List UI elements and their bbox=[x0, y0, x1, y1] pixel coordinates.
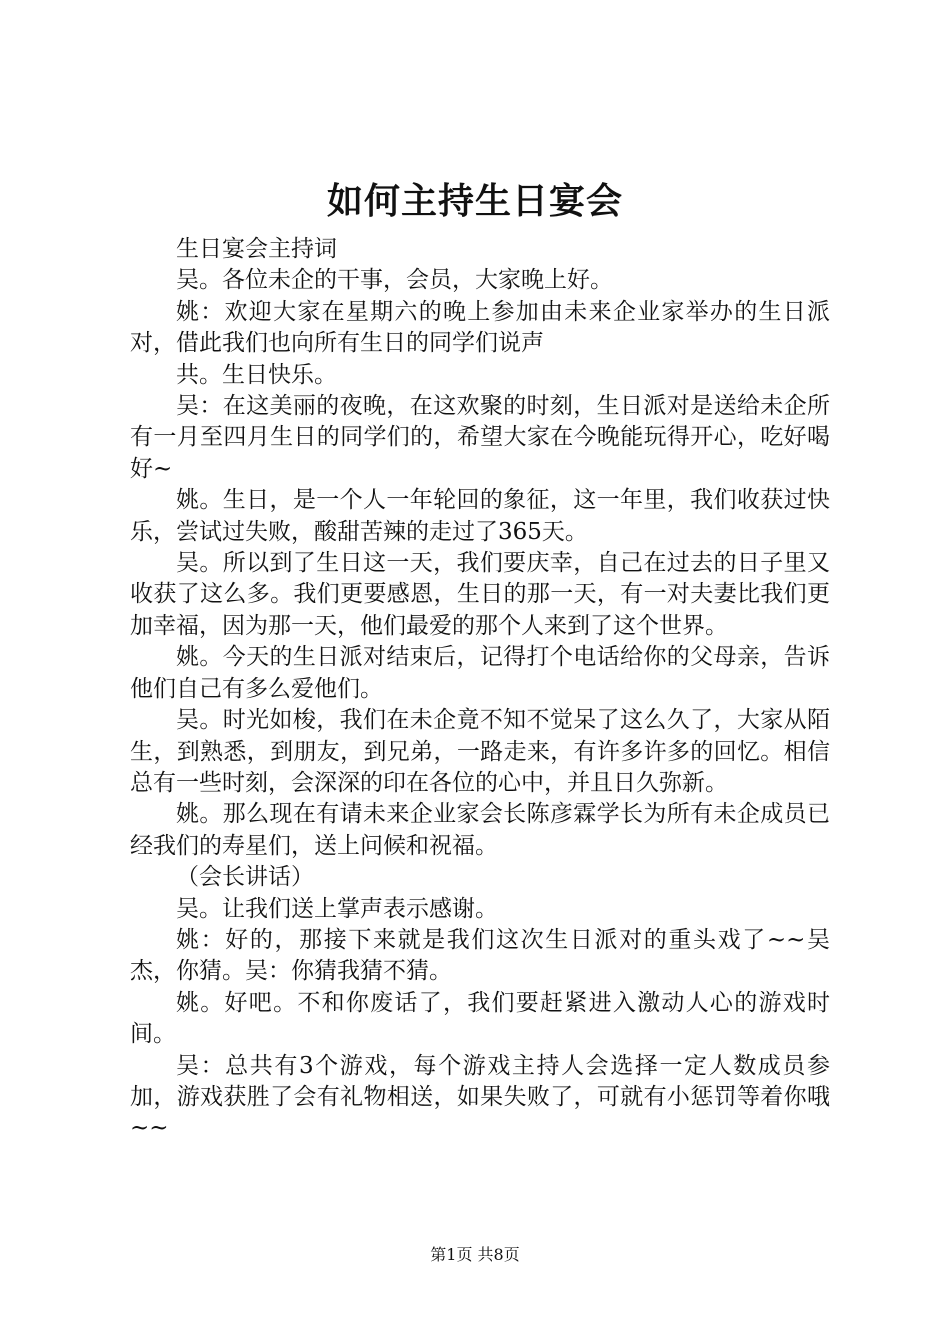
paragraph-13: 姚：好的，那接下来就是我们这次生日派对的重头戏了~~吴杰，你猜。吴：你猜我猜不猜。 bbox=[130, 926, 830, 985]
page-footer: 第1页 共8页 bbox=[430, 1245, 520, 1264]
paragraph-2: 吴。各位未企的干事，会员，大家晚上好。 bbox=[176, 267, 613, 294]
paragraph-10: 姚。那么现在有请未来企业家会长陈彦霖学长为所有未企成员已经我们的寿星们，送上问候和祝福。 bbox=[130, 801, 830, 859]
paragraph-1: 生日宴会主持词 bbox=[176, 236, 337, 262]
document-body bbox=[130, 234, 830, 1145]
paragraph-3: 姚：欢迎大家在星期六的晚上参加由未来企业家举办的生日派对，借此我们也向所有生日的同学们说声 bbox=[130, 298, 830, 357]
paragraph-5: 吴：在这美丽的夜晚，在这欢聚的时刻，生日派对是送给未企所有一月至四月生日的同学们的，希望大家在今晚能玩得开心，吃好喝好~ bbox=[130, 393, 830, 482]
paragraph-9: 吴。时光如梭，我们在未企竟不知不觉呆了这么久了，大家从陌生，到熟悉，到朋友，到兄弟，一路走来，有许多许多的回忆。相信总有一些时刻，会深深的印在各位的心中，并且日久弥新。 bbox=[130, 707, 830, 796]
paragraph-7: 吴。所以到了生日这一天，我们要庆幸，自己在过去的日子里又收获了这么多。我们更要感恩，生日的那一天，有一对夫妻比我们更加幸福，因为那一天，他们最爱的那个人来到了这个世界。 bbox=[130, 550, 830, 639]
paragraph-8: 姚。今天的生日派对结束后，记得打个电话给你的父母亲，告诉他们自己有多么爱他们。 bbox=[130, 644, 830, 702]
paragraph-14: 姚。好吧。不和你废话了，我们要赶紧进入激动人心的游戏时间。 bbox=[130, 989, 830, 1048]
paragraph-15: 吴：总共有3个游戏，每个游戏主持人会选择一定人数成员参加，游戏获胜了会有礼物相送，如果失败了，可就有小惩罚等着你哦~~ bbox=[130, 1052, 830, 1142]
paragraph-11: （会长讲话） bbox=[176, 864, 314, 891]
paragraph-12: 吴。让我们送上掌声表示感谢。 bbox=[176, 895, 498, 922]
paragraph-6: 姚。生日，是一个人一年轮回的象征，这一年里，我们收获过快乐，尝试过失败，酸甜苦辣的走过了365天。 bbox=[130, 487, 830, 545]
paragraph-4: 共。生日快乐。 bbox=[176, 361, 337, 388]
document-title: 如何主持生日宴会 bbox=[326, 180, 623, 222]
